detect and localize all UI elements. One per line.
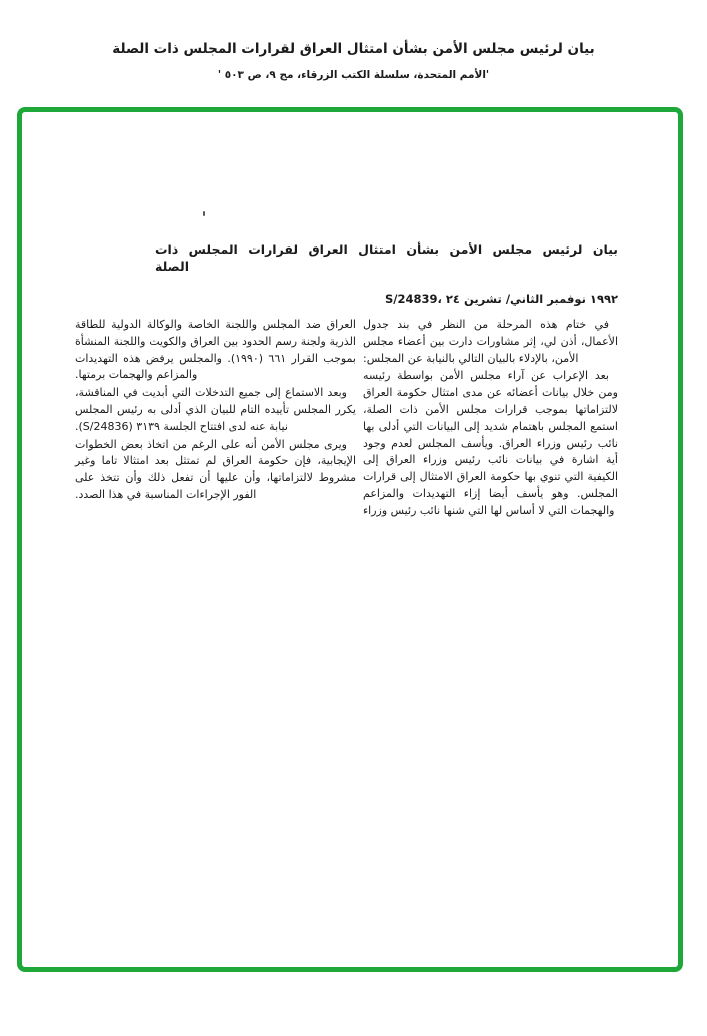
paragraph: في ختام هذه المرحلة من النظر في بند جدول الأعمال، أذن لي، إثر مشاورات دارت بين أعضاء مجلس الأمن، بالإدلاء بالبيان التالي بالنيابة عن المجلس:: [363, 318, 618, 365]
document-symbol: S/24839،: [385, 292, 442, 306]
column-left: [75, 317, 356, 521]
paragraph: ويرى مجلس الأمن أنه على الرغم من اتخاذ بعض الخطوات الإيجابية، فإن حكومة العراق لم تمتثل بعد امتثالا تاما وغير مشروط لالتزاماتها، وأن عليها أن تفعل ذلك وأن تتخذ على الفور الإجراءات المناسبة في هذا الصدد.: [75, 437, 356, 501]
date-token: ١٩٩٢: [589, 292, 618, 306]
paragraph: بعد الإعراب عن آراء مجلس الأمن بواسطة رئيسه ومن خلال بيانات أعضائه عن مدى امتثال حكومة العراق لالتزاماتها بموجب قرارات مجلس الأمن ذات الصلة، استمع المجلس باهتمام شديد إلى البيانات التي أدلى بها نائب رئيس وزراء العراق. ويأسف المجلس لعدم وجود أية اشارة في بيانات نائب رئيس وزراء العراق إلى الكيفية التي تنوي بها حكومة العراق الامتثال إلى قرارات المجلس. وهو يأسف أيضا إزاء التهديدات والمزاعم والهجمات التي لا أساس لها التي شنها نائب رئيس وزراء: [363, 369, 618, 517]
paragraph: وبعد الاستماع إلى جميع التدخلات التي أبديت في المناقشة، يكرر المجلس تأييده التام للبيان الذي أدلى به رئيس المجلس نيابة عنه لدى افتتاح الجلسة ٣١٣٩ (S/24836).: [75, 386, 356, 433]
source-citation: 'الأمم المتحدة، سلسلة الكتب الزرقاء، مج ٩، ص ٥٠٣ ': [217, 69, 490, 81]
page-title: بيان لرئيس مجلس الأمن بشأن امتثال العراق لقرارات المجلس ذات الصلة: [112, 41, 595, 57]
scan-artifact-speck: [203, 211, 205, 216]
document-symbol-date-line: [385, 292, 618, 307]
document-title: [155, 241, 618, 275]
date-token: الثاني/: [505, 292, 544, 306]
date-token: نوفمبر: [547, 292, 586, 306]
date-token: تشرين: [463, 292, 502, 306]
document-frame: [17, 107, 683, 972]
paragraph-continuation: العراق ضد المجلس واللجنة الخاصة والوكالة الدولية للطاقة الذرية ولجنة رسم الحدود بين العراق والكويت واللجنة المنشأة بموجب القرار ٦٦١ (١٩٩٠). والمجلس يرفض هذه التهديدات والمزاعم والهجمات برمتها.: [75, 318, 356, 382]
document-title-line2: الصلة: [155, 259, 189, 274]
date-token: ٢٤: [445, 292, 460, 306]
document-body: [75, 317, 618, 521]
column-right: [363, 317, 618, 521]
document-title-line1: بيان لرئيس مجلس الأمن بشأن امتثال العراق لقرارات المجلس ذات: [155, 242, 618, 257]
